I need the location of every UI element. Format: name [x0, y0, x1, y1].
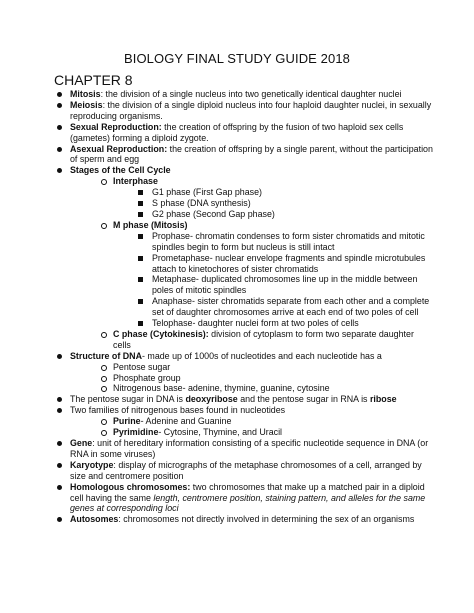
list-item-nitrogenous-base	[113, 383, 434, 394]
definition: : the division of a single nucleus into two genetically identical daughter nuclei	[100, 89, 402, 99]
list-item-karyotype	[70, 460, 434, 482]
list-item-pentose-sugar	[70, 394, 434, 405]
list-item-base-families	[70, 405, 434, 416]
definition: : unit of hereditary information consisting of a specific nucleotide sequence in DNA (or RNA in some viruses)	[70, 438, 429, 459]
list-item-prophase	[152, 231, 434, 253]
term: Karyotype	[70, 459, 114, 470]
bullet-icon	[57, 351, 62, 362]
bullet-icon	[57, 100, 62, 111]
definition: the creation of offspring by a single parent, without the participation of sperm and egg	[70, 143, 433, 165]
item-text: Nitrogenous base- adenine, thymine, guanine, cytosine	[113, 383, 330, 394]
item-text: Phosphate group	[113, 372, 181, 383]
term: Sexual Reproduction:	[70, 121, 162, 132]
page-title: BIOLOGY FINAL STUDY GUIDE 2018	[123, 51, 350, 66]
definition: : the division of a single diploid nucleus into four haploid daughter nuclei, in sexually reproducing organisms.	[70, 99, 432, 121]
definition: division of cytoplasm to form two separate daughter cells	[113, 328, 414, 350]
list-item-s	[152, 198, 434, 209]
item-text: S phase (DNA synthesis)	[152, 198, 251, 209]
term: deoxyribose	[185, 394, 238, 405]
square-bullet-icon	[138, 253, 143, 264]
list-item-g2	[152, 209, 434, 220]
bullet-icon	[57, 122, 62, 133]
bullet-icon	[57, 405, 62, 416]
list-item-asexual-reproduction	[70, 144, 434, 166]
item-text: Pentose sugar	[113, 361, 171, 372]
list-item-gene	[70, 438, 434, 460]
outline-list	[0, 89, 474, 525]
definition: two chromosomes that make up a matched pair in a diploid cell having the same	[70, 481, 425, 503]
definition-italic: length, centromere position, staining pattern, and alleles for the same genes at corresponding loci	[70, 492, 426, 514]
item-text: Metaphase- duplicated chromosomes line up in the middle between poles of mitotic spindles	[152, 274, 418, 296]
list-item-m-phase	[113, 220, 434, 231]
square-bullet-icon	[138, 187, 143, 198]
circle-bullet-icon	[101, 176, 107, 188]
item-text: Prometaphase- nuclear envelope fragments and spindle microtubules attach to kinetochores of sister chromatids	[152, 252, 426, 274]
square-bullet-icon	[138, 198, 143, 209]
list-item-purine	[113, 416, 434, 427]
list-item-prometaphase	[152, 253, 434, 275]
list-item-telophase	[152, 318, 434, 329]
list-item-meiosis	[70, 100, 434, 122]
sentence-part: and the pentose sugar in RNA is	[237, 394, 370, 405]
term: Gene	[70, 438, 93, 448]
bullet-icon	[57, 514, 62, 525]
circle-bullet-icon	[101, 220, 107, 232]
definition: - Cytosine, Thymine, and Uracil	[158, 427, 283, 438]
list-item-metaphase	[152, 274, 434, 296]
term: Purine	[113, 416, 141, 427]
term: Pyrimidine	[113, 427, 159, 438]
list-item-sexual-reproduction	[70, 122, 434, 144]
square-bullet-icon	[138, 231, 143, 242]
list-item-dna-structure	[70, 351, 434, 362]
item-text: Telophase- daughter nuclei form at two poles of cells	[152, 318, 359, 329]
term: Autosomes	[70, 514, 119, 525]
list-item-homologous-chromosomes	[70, 482, 434, 515]
definition: : chromosomes not directly involved in determining the sex of an organisms	[118, 514, 415, 525]
list-item-phosphate	[113, 373, 434, 384]
list-item-pyrimidine	[113, 427, 434, 438]
list-item-mitosis	[70, 89, 434, 100]
list-item-interphase	[113, 176, 434, 187]
definition: : display of micrographs of the metaphase chromosomes of a cell, arranged by size and centromere position	[70, 459, 422, 481]
bullet-icon	[57, 89, 62, 100]
bullet-icon	[57, 438, 62, 449]
square-bullet-icon	[138, 209, 143, 220]
bullet-icon	[57, 165, 62, 176]
term: Meiosis	[70, 99, 103, 110]
chapter-heading: CHAPTER 8	[54, 72, 133, 88]
bullet-icon	[57, 144, 62, 155]
square-bullet-icon	[138, 274, 143, 285]
circle-bullet-icon	[101, 329, 107, 341]
list-item-pentose	[113, 362, 434, 373]
sentence-part: The pentose sugar in DNA is	[70, 394, 186, 405]
definition: - Adenine and Guanine	[140, 416, 232, 427]
term: ribose	[369, 394, 397, 405]
term: M phase (Mitosis)	[113, 219, 188, 230]
bullet-icon	[57, 394, 62, 405]
definition: the creation of offspring by the fusion of two haploid sex cells (gametes) forming a diploid zygote.	[70, 121, 404, 143]
term: Interphase	[113, 176, 158, 187]
item-text: Prophase- chromatin condenses to form sister chromatids and mitotic spindles begin to form but nucleus is still intact	[152, 230, 425, 252]
list-item-g1	[152, 187, 434, 198]
list-item-anaphase	[152, 296, 434, 318]
item-text: G2 phase (Second Gap phase)	[152, 208, 275, 219]
list-item-autosomes	[70, 514, 434, 525]
item-text: Anaphase- sister chromatids separate from each other and a complete set of daughter chromosomes arrive at each end of two poles of cell	[152, 296, 430, 318]
item-text: G1 phase (First Gap phase)	[152, 187, 263, 198]
term: Structure of DNA	[70, 350, 142, 361]
bullet-icon	[57, 460, 62, 471]
square-bullet-icon	[138, 318, 143, 329]
square-bullet-icon	[138, 296, 143, 307]
term: Stages of the Cell Cycle	[70, 165, 171, 176]
term: Asexual Reproduction:	[70, 143, 168, 154]
definition: - made up of 1000s of nucleotides and each nucleotide has a	[142, 350, 382, 361]
item-text: Two families of nitrogenous bases found in nucleotides	[70, 405, 286, 416]
bullet-icon	[57, 482, 62, 493]
term: Mitosis	[70, 89, 101, 99]
term: C phase (Cytokinesis):	[113, 328, 209, 339]
term: Homologous chromosomes:	[70, 481, 191, 492]
list-item-cell-cycle-stages	[70, 165, 434, 176]
list-item-c-phase	[113, 329, 434, 351]
